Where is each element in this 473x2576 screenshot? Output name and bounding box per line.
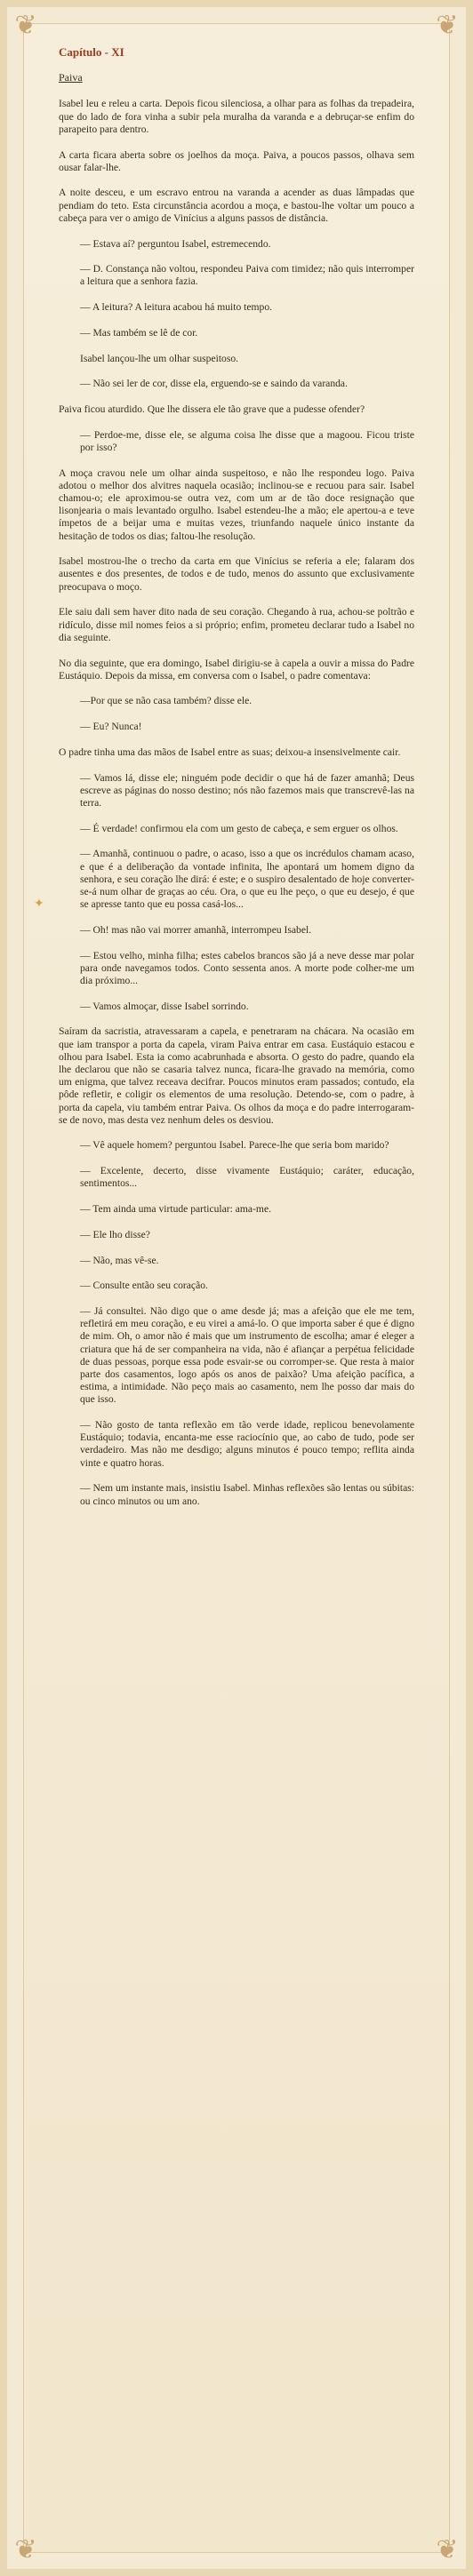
dialog-paragraph: — Vamos lá, disse ele; ninguém pode decidir o que há de fazer amanhã; Deus escreve as páginas do nosso destino; nós não fazemos mais que transcrevê-las na terra. bbox=[80, 771, 414, 809]
dialog-paragraph: — Perdoe-me, disse ele, se alguma coisa lhe disse que a magoou. Ficou triste por isso? bbox=[80, 428, 414, 453]
dialog-paragraph: — Estava aí? perguntou Isabel, estremecendo. bbox=[80, 237, 271, 250]
dialog-paragraph: — Consulte então seu coração. bbox=[80, 1280, 208, 1292]
text-paragraph: A noite desceu, e um escravo entrou na varanda a acender as duas lâmpadas que pendiam do teto. Esta circunstância acordou a moça, e bastou-lhe voltar um pouco a cabeça para ver o amigo de Vinícius a alguns passos de distância. bbox=[59, 187, 414, 224]
corner-ornament-icon: ❦ bbox=[436, 11, 459, 40]
dialog-paragraph: — Nem um instante mais, insistiu Isabel. Minhas reflexões são lentas ou súbitas: ou cinco minutos ou um ano. bbox=[80, 1482, 414, 1507]
dialog-paragraph: — Ele lho disse? bbox=[80, 1228, 150, 1240]
chapter-content bbox=[34, 45, 414, 2533]
dialog-paragraph: — D. Constança não voltou, respondeu Paiva com timidez; não quis interromper a leitura que a senhora fazia. bbox=[80, 263, 414, 288]
dialog-paragraph: — Oh! mas não vai morrer amanhã, interrompeu Isabel. bbox=[80, 923, 312, 936]
paragraph-list bbox=[34, 98, 414, 1507]
text-paragraph: Ele saiu dali sem haver dito nada de seu coração. Chegando à rua, achou-se poltrão e ridículo, disse mil nomes feios a si próprio; enfim, prometeu declarar tudo a Isabel no dia seguinte. bbox=[59, 606, 414, 643]
dialog-paragraph: Isabel lançou-lhe um olhar suspeitoso. bbox=[80, 352, 239, 364]
text-paragraph: Isabel mostrou-lhe o trecho da carta em que Vinícius se referia a ele; falaram dos ausentes e dos presentes, de todos e de tudo, menos do assunto que exclusivamente preocupava o moço. bbox=[59, 555, 414, 593]
dialog-paragraph: — Não, mas vê-se. bbox=[80, 1254, 159, 1266]
dialog-paragraph: — Tem ainda uma virtude particular: ama-me. bbox=[80, 1203, 271, 1216]
dialog-paragraph: — Eu? Nunca! bbox=[80, 721, 142, 733]
dialog-paragraph: — Já consultei. Não digo que o ame desde já; mas a afeição que ele me tem, refletirá em meu coração, e eu virei a amá-lo. O que importa saber é que é digno de mim. Oh, o amor não é mais que um instrumento de escolha; amar é eleger a criatura que há de ser companheira na vida, não é afiançar a perpétua felicidade de duas pessoas, porque essa pode esvair-se ou corromper-se. Que resta à maior parte dos casamentos, logo após os anos de paixão? Uma afeição pacífica, a estima, a intimidade. Não peço mais ao casamento, nem lhe posso dar mais do que isso. bbox=[80, 1304, 414, 1406]
text-paragraph: Isabel leu e releu a carta. Depois ficou silenciosa, a olhar para as folhas da trepadeira, que do lado de fora vinha a subir pela muralha da varanda e a debruçar-se enfim do parapeito para dentro. bbox=[59, 98, 414, 135]
text-paragraph: A moça cravou nele um olhar ainda suspeitoso, e não lhe respondeu logo. Paiva adotou o melhor dos alvitres naquela ocasião; inclinou-se e recuou para sair. Isabel chamou-o; ele aproximou-se outra vez, com um ar de tão doce resignação que lisonjearia o mais levantado orgulho. Isabel estendeu-lhe a mão; ele apertou-a e teve ímpetos de a beijar uma e muitas vezes, triunfando naquele único instante da hesitação de todos os dias; faltou-lhe resolução. bbox=[59, 467, 414, 542]
dialog-paragraph: — Mas também se lê de cor. bbox=[80, 326, 198, 339]
text-paragraph: No dia seguinte, que era domingo, Isabel dirigiu-se à capela a ouvir a missa do Padre Eustáquio. Depois da missa, em conversa com o Isabel, o padre comentava: bbox=[59, 657, 414, 682]
dialog-paragraph: — É verdade! confirmou ela com um gesto de cabeça, e sem erguer os olhos. bbox=[80, 822, 398, 834]
sparkle-icon: ✦ bbox=[34, 897, 44, 912]
corner-ornament-icon: ❦ bbox=[14, 2535, 37, 2564]
dialog-paragraph: — Não sei ler de cor, disse ela, erguendo-se e saindo da varanda. bbox=[80, 378, 348, 390]
chapter-label: Capítulo - XI bbox=[59, 45, 124, 59]
dialog-paragraph: —Por que se não casa também? disse ele. bbox=[80, 695, 253, 707]
corner-ornament-icon: ❦ bbox=[14, 11, 37, 40]
dialog-paragraph: — Não gosto de tanta reflexão em tão verde idade, replicou benevolamente Eustáquio; todavia, encanta-me esse raciocínio que, ao cabo de tudo, pode ser verdadeiro. Mas não me desdigo; alguns minutos é pouco tempo; reflita ainda vinte e quatro horas. bbox=[80, 1419, 414, 1469]
chapter-title: Paiva bbox=[59, 71, 83, 84]
dialog-paragraph: — Estou velho, minha filha; estes cabelos brancos são já a neve desse mar polar para onde navegamos todos. Conto sessenta anos. A morte pode colher-me um dia próximo... bbox=[80, 949, 414, 986]
dialog-paragraph: — Vamos almoçar, disse Isabel sorrindo. bbox=[80, 1000, 249, 1012]
text-paragraph: A carta ficara aberta sobre os joelhos da moça. Paiva, a poucos passos, olhava sem ousar falar-lhe. bbox=[59, 148, 414, 173]
dialog-paragraph: — Excelente, decerto, disse vivamente Eustáquio; caráter, educação, sentimentos... bbox=[80, 1165, 414, 1190]
dialog-paragraph: — A leitura? A leitura acabou há muito tempo. bbox=[80, 301, 273, 314]
text-paragraph: Paiva ficou aturdido. Que lhe dissera ele tão grave que a pudesse ofender? bbox=[59, 403, 365, 415]
corner-ornament-icon: ❦ bbox=[436, 2535, 459, 2564]
text-paragraph: Saíram da sacristia, atravessaram a capela, e penetraram na chácara. Na ocasião em que iam transpor a porta da capela, viram Paiva entrar em casa. Eustáquio estacou e olhou para Isabel. Esta ia como acabrunhada e absorta. O gesto do padre, quando ela lhe declarou que não se casaria talvez nunca, ficara-lhe gravado na memória, como um enigma, que talvez receava decifrar. Poucos minutos eram passados; contudo, ela pôde refletir, e coligir os elementos de uma resolução. Detendo-se, com o padre, à porta da capela, viu também entrar Paiva. Os olhos da moça e do padre interrogaram-se de novo, mas desta vez nenhum deles os desviou. bbox=[59, 1025, 414, 1126]
dialog-paragraph: — Vê aquele homem? perguntou Isabel. Parece-lhe que seria bom marido? bbox=[80, 1139, 389, 1152]
text-paragraph: O padre tinha uma das mãos de Isabel entre as suas; deixou-a insensivelmente cair. bbox=[59, 746, 401, 758]
dialog-paragraph: — Amanhã, continuou o padre, o acaso, isso a que os incrédulos chamam acaso, e que é a deliberação da vontade infinita, lhe apontará um homem digno da senhora, e seu coração lhe dirá: é este; e o suspiro desalentado de hoje converter-se-á num olhar de graças ao céu. Ora, o que eu lhe peço, o que eu desejo, é que se apresse tanto que eu possa casá-los... ✦ bbox=[34, 848, 414, 912]
